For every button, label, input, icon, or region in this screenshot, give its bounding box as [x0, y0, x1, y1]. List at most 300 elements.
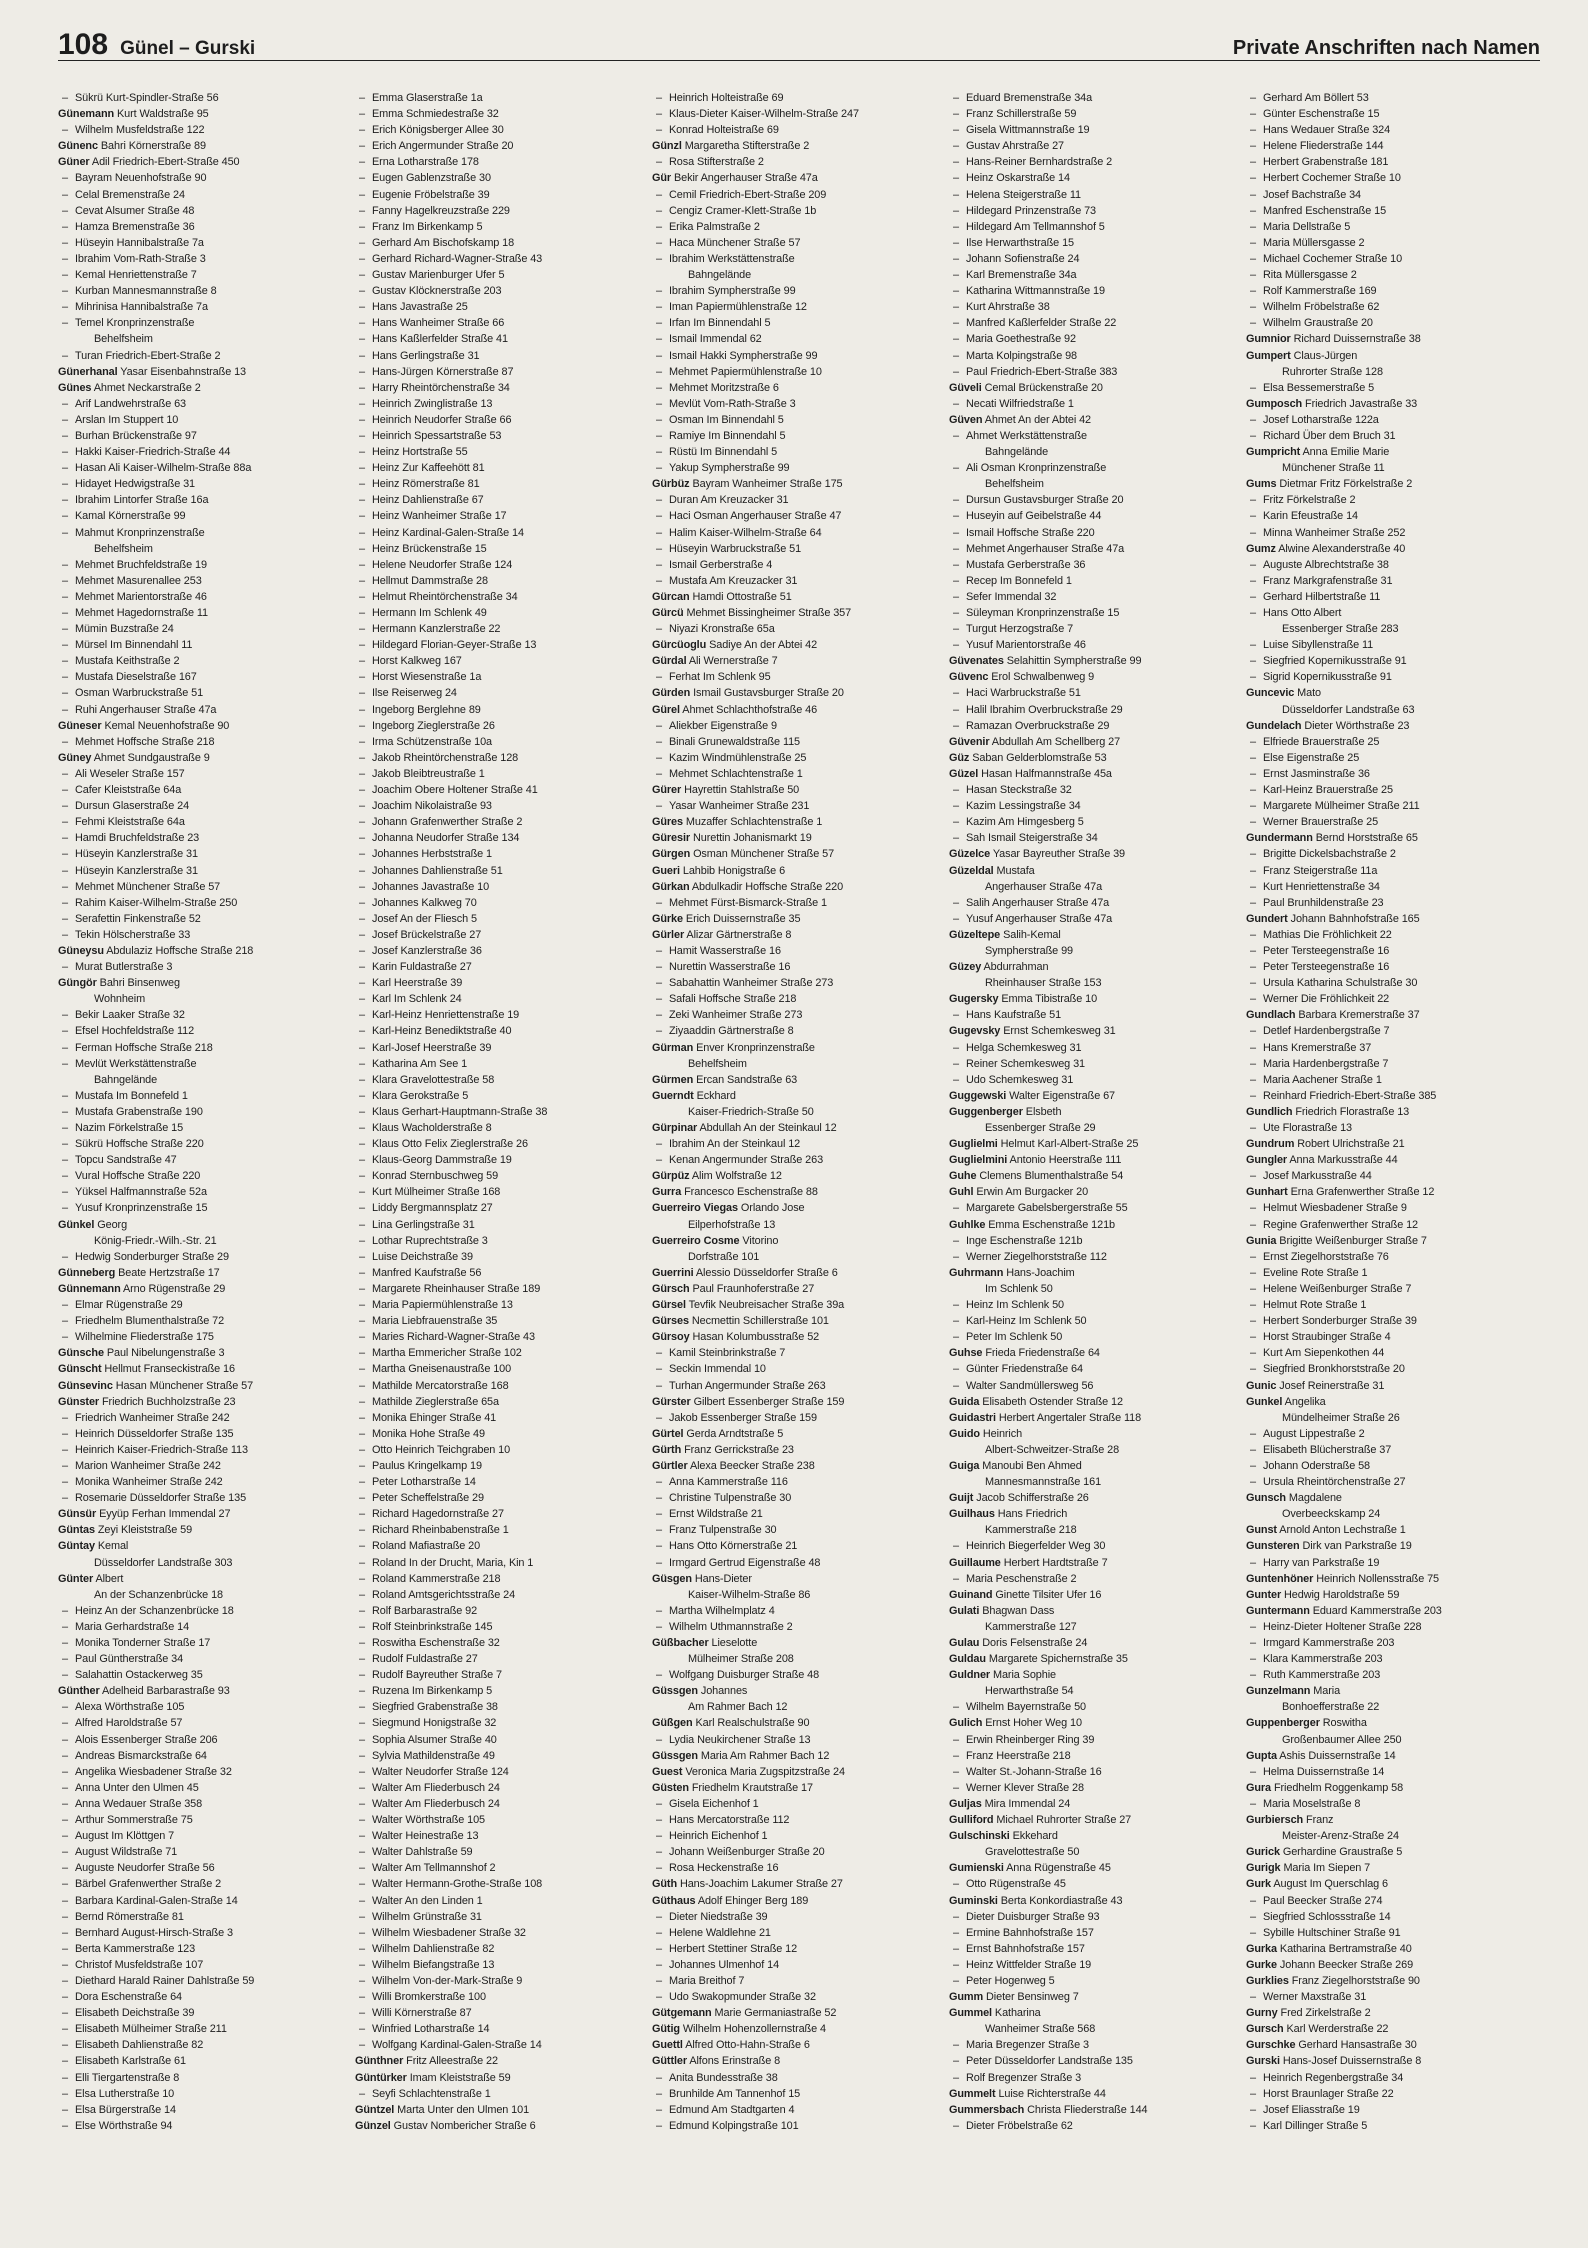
address: Cemal Brückenstraße 20: [984, 381, 1103, 394]
given-name: Heinrich: [1263, 2071, 1303, 2084]
address: Sympherstraße 99: [985, 944, 1073, 957]
person-entry: [355, 235, 648, 251]
address: Tonderner Straße 17: [112, 1637, 211, 1649]
dash-marker: –: [953, 462, 959, 475]
dash-marker: –: [656, 1733, 662, 1746]
address: Brückenstraße 97: [112, 429, 197, 442]
dash-marker: –: [62, 204, 68, 217]
dash-marker: –: [1250, 800, 1256, 813]
given-name: Ibrahim: [75, 252, 111, 265]
dash-marker: –: [359, 446, 365, 459]
dash-marker: –: [359, 590, 365, 603]
dash-marker: –: [62, 1749, 68, 1762]
person-entry: [1246, 1989, 1539, 2005]
surname: Güzey: [949, 961, 982, 974]
person-entry: [58, 396, 351, 412]
surname: Güneser: [58, 719, 102, 732]
address: Marienburger Ufer 5: [408, 269, 505, 282]
dash-marker: –: [1250, 1122, 1256, 1134]
surname-entry: [949, 991, 1242, 1007]
given-name: Walter: [372, 1814, 403, 1827]
address: Eigenstraße 25: [1286, 751, 1360, 764]
address: Claus-Jürgen: [1293, 349, 1358, 362]
surname-entry: [949, 1603, 1242, 1619]
person-entry: [58, 460, 351, 476]
given-name: Irmgard: [669, 1556, 706, 1569]
dash-marker: –: [62, 446, 68, 459]
address: Marie Germaniastraße 52: [714, 2007, 837, 2020]
given-name: Gustav: [372, 269, 406, 282]
dash-marker: –: [359, 977, 365, 990]
address: Angermunder Straße 263: [704, 1379, 826, 1392]
person-entry: [949, 605, 1242, 621]
person-entry: [58, 2086, 351, 2102]
person-entry: [949, 1957, 1242, 1973]
entry-continuation: [949, 1683, 1242, 1699]
person-entry: [1246, 1345, 1539, 1361]
surname-entry: [652, 1072, 945, 1088]
address: Wanheimer Straße 242: [119, 1411, 230, 1424]
dash-marker: –: [62, 607, 68, 619]
given-name: Roland: [372, 1556, 406, 1569]
dash-marker: –: [656, 1508, 662, 1521]
surname-entry: [1246, 685, 1539, 701]
address: Bremenstraße 36: [111, 220, 195, 233]
person-entry: [1246, 1442, 1539, 1458]
surname-entry: [1246, 541, 1539, 557]
dash-marker: –: [359, 1620, 365, 1633]
address: Bromkerstraße 100: [394, 1991, 486, 2004]
given-name: Maria: [1263, 236, 1290, 249]
address: Kammerstraße 127: [985, 1620, 1077, 1633]
given-name: Johannes: [669, 1958, 716, 1971]
person-entry: [355, 1876, 648, 1892]
address: Grafenwerther Straße 2: [410, 816, 523, 829]
surname-entry: [652, 1297, 945, 1313]
address: Gerberstraße 4: [699, 558, 773, 571]
person-entry: [652, 573, 945, 589]
address: Niedstraße 39: [700, 1910, 768, 1923]
dash-marker: –: [1250, 1347, 1256, 1360]
dash-marker: –: [62, 558, 68, 571]
address: Henriettenstraße 19: [424, 1009, 520, 1022]
surname-entry: [1246, 1007, 1539, 1023]
given-name: Erich: [372, 124, 397, 137]
surname-entry: [949, 1104, 1242, 1120]
given-name: Alexa: [75, 1701, 102, 1714]
entry-continuation: [58, 541, 351, 557]
given-name: Heinrich: [966, 1540, 1006, 1553]
given-name: Safali: [669, 993, 696, 1006]
person-entry: [652, 299, 945, 315]
address: Cramer-Klett-Straße 1b: [705, 204, 817, 217]
address: Anna Markusstraße 44: [1289, 1154, 1398, 1167]
address: Bayreuther Straße 7: [405, 1669, 502, 1682]
address: Angerhauser Straße 47a: [1007, 542, 1125, 555]
dash-marker: –: [953, 1009, 959, 1022]
address: Luise Richterstraße 44: [998, 2087, 1106, 2100]
dash-marker: –: [62, 220, 68, 233]
dash-marker: –: [359, 1009, 365, 1022]
given-name: Nazim: [75, 1122, 106, 1134]
address: Münchener Straße 11: [1282, 462, 1385, 475]
dash-marker: –: [359, 462, 365, 475]
given-name: Walter: [372, 1781, 403, 1794]
given-name: Elisabeth: [75, 2055, 119, 2068]
dash-marker: –: [62, 1814, 68, 1827]
person-entry: [1246, 1909, 1539, 1925]
dash-marker: –: [953, 1234, 959, 1247]
address: Wanheimer Straße 252: [1295, 526, 1406, 539]
address: Am Tellmannshof 5: [1014, 220, 1105, 233]
address: St.-Johann-Straße 16: [999, 1765, 1102, 1778]
given-name: Maria: [372, 1315, 399, 1328]
address: Ernst Schemkesweg 31: [1003, 1025, 1116, 1038]
surname-entry: [58, 1265, 351, 1281]
person-entry: [652, 1909, 945, 1925]
person-entry: [58, 122, 351, 138]
address: Im Binnendahl 5: [699, 446, 778, 459]
address: Sandmüllersweg 56: [999, 1379, 1094, 1392]
address: Im Schlenk 50: [985, 1282, 1053, 1295]
surname-entry: [58, 106, 351, 122]
surname: Gummersbach: [949, 2103, 1025, 2116]
address: Hoffsche Straße 220: [102, 1170, 201, 1183]
given-name: Hans: [1263, 607, 1289, 619]
dash-marker: –: [953, 317, 959, 330]
address: Bhagwan Dass: [982, 1604, 1055, 1617]
address: Sommerstraße 75: [107, 1814, 193, 1827]
person-entry: [652, 1973, 945, 1989]
surname: Gürtel: [652, 1427, 684, 1440]
address: Moselstraße 8: [1292, 1797, 1361, 1810]
address: Keithstraße 2: [115, 655, 180, 668]
address: Kronprinzenstraße 15: [1016, 607, 1120, 619]
person-entry: [58, 557, 351, 573]
address: Zur Kaffeehött 81: [402, 462, 485, 475]
person-entry: [355, 1844, 648, 1860]
address: Hoffsche Straße 220: [105, 1138, 204, 1151]
address: Elsbeth: [1025, 1105, 1062, 1118]
dash-marker: –: [359, 1540, 365, 1553]
dash-marker: –: [953, 1926, 959, 1939]
given-name: Konrad: [669, 124, 704, 137]
address: Werkstättenstraße: [707, 252, 795, 265]
dash-marker: –: [62, 429, 68, 442]
given-name: Karl-Heinz: [372, 1025, 422, 1038]
surname-entry: [652, 1313, 945, 1329]
dash-marker: –: [1250, 510, 1256, 523]
address: Hannibalstraße 7a: [116, 236, 204, 249]
given-name: Salahattin: [75, 1669, 123, 1682]
person-entry: [949, 2070, 1242, 2086]
person-entry: [355, 1571, 648, 1587]
surname-entry: [652, 685, 945, 701]
entry-continuation: [652, 1217, 945, 1233]
given-name: Maries: [372, 1331, 405, 1344]
person-entry: [1246, 557, 1539, 573]
dash-marker: –: [656, 252, 662, 265]
address: Imam Kleiststraße 59: [409, 2071, 511, 2084]
address: Lintorfer Straße 16a: [113, 494, 209, 507]
given-name: Anita: [669, 2071, 694, 2084]
person-entry: [58, 90, 351, 106]
person-entry: [949, 1297, 1242, 1313]
person-entry: [58, 846, 351, 862]
dash-marker: –: [953, 252, 959, 265]
person-entry: [949, 1072, 1242, 1088]
dash-marker: –: [953, 1540, 959, 1553]
dash-marker: –: [359, 1926, 365, 1939]
person-entry: [949, 1056, 1242, 1072]
address: Immendal 32: [994, 590, 1057, 603]
address: Lutherstraße 10: [98, 2087, 175, 2100]
address: Düsseldorfer Landstraße 303: [94, 1556, 233, 1569]
given-name: Heinrich: [75, 1443, 115, 1456]
address: Zieglerstraße 26: [417, 719, 495, 732]
given-name: Karl-Heinz: [372, 1009, 422, 1022]
surname: Gunsch: [1246, 1492, 1286, 1505]
dash-marker: –: [359, 204, 365, 217]
given-name: Kurt: [372, 1186, 392, 1199]
surname-entry: [652, 1265, 945, 1281]
surname-entry: [652, 653, 945, 669]
given-name: Yasar: [669, 800, 697, 813]
dash-marker: –: [1250, 1299, 1256, 1312]
address: Gablenzstraße 30: [405, 172, 491, 185]
address: Gneisenaustraße 100: [408, 1363, 512, 1376]
address: Über dem Bruch 31: [1302, 429, 1396, 442]
address: Die Fröhlichkeit 22: [1303, 928, 1392, 941]
person-entry: [949, 573, 1242, 589]
dash-marker: –: [62, 1154, 68, 1167]
person-entry: [1246, 1249, 1539, 1265]
dash-marker: –: [359, 236, 365, 249]
dash-marker: –: [656, 1910, 662, 1923]
dash-marker: –: [953, 510, 959, 523]
person-entry: [58, 927, 351, 943]
surname: Günzel: [355, 2119, 391, 2132]
person-entry: [355, 1893, 648, 1909]
person-entry: [1246, 2102, 1539, 2118]
surname: Guglielmini: [949, 1154, 1008, 1167]
address: Förkelstraße 2: [1286, 494, 1356, 507]
person-entry: [58, 2070, 351, 2086]
surname-entry: [1246, 1378, 1539, 1394]
given-name: Dursun: [966, 494, 1001, 507]
address: Rheinbabenstraße 1: [411, 1524, 509, 1537]
dash-marker: –: [953, 542, 959, 555]
person-entry: [652, 1812, 945, 1828]
dash-marker: –: [1250, 2103, 1256, 2116]
dash-marker: –: [953, 301, 959, 314]
person-entry: [58, 879, 351, 895]
dash-marker: –: [62, 2055, 68, 2068]
dash-marker: –: [62, 1057, 68, 1070]
address: Erich Duissernstraße 35: [685, 912, 801, 925]
dash-marker: –: [1250, 92, 1256, 104]
dash-marker: –: [953, 285, 959, 298]
address: Mustafa: [996, 864, 1035, 877]
address: Grunewaldstraße 115: [697, 735, 801, 748]
given-name: Margarete: [1263, 800, 1312, 813]
person-entry: [652, 364, 945, 380]
given-name: Yusuf: [75, 1202, 102, 1215]
address: Fred Zirkelstraße 2: [1280, 2007, 1371, 2020]
address: Reiserweg 24: [391, 687, 457, 700]
address: Gertrud Eigenstraße 48: [708, 1556, 821, 1569]
person-entry: [58, 1619, 351, 1635]
person-entry: [949, 814, 1242, 830]
given-name: Klaus-Georg: [372, 1154, 433, 1167]
person-entry: [355, 734, 648, 750]
person-entry: [949, 1329, 1242, 1345]
surname: Gummelt: [949, 2087, 996, 2100]
address: Friedrich-Ebert-Straße 2: [105, 349, 221, 362]
dash-marker: –: [359, 1476, 365, 1489]
surname: Günsevinc: [58, 1379, 113, 1392]
given-name: August: [1263, 1427, 1297, 1440]
surname: Gürpüz: [652, 1170, 690, 1183]
given-name: Hüseyin: [75, 236, 114, 249]
person-entry: [949, 1313, 1242, 1329]
dash-marker: –: [656, 735, 662, 748]
address: Grabenstraße 190: [115, 1105, 203, 1118]
dash-marker: –: [62, 1089, 68, 1102]
address: Grabenstraße 181: [1301, 156, 1389, 169]
given-name: Siegmund: [372, 1717, 421, 1730]
person-entry: [652, 750, 945, 766]
given-name: Sah: [966, 832, 986, 845]
given-name: Regine: [1263, 1218, 1297, 1231]
given-name: Ali: [966, 462, 978, 475]
person-entry: [949, 251, 1242, 267]
address: Straubinger Straße 4: [1291, 1331, 1391, 1344]
dash-marker: –: [953, 1250, 959, 1263]
person-entry: [58, 348, 351, 364]
address: Francesco Eschenstraße 88: [684, 1186, 818, 1199]
given-name: Kenan: [669, 1154, 700, 1167]
address: Otto Felix Zieglerstraße 26: [401, 1138, 528, 1151]
address: Am Böllert 53: [1304, 92, 1369, 104]
surname: Gürer: [652, 784, 682, 797]
surname: Güntay: [58, 1540, 95, 1553]
given-name: Werner: [966, 1250, 1001, 1263]
address: Am Kreuzacker 31: [709, 574, 798, 587]
person-entry: [355, 299, 648, 315]
address: Butlerstraße 3: [105, 961, 173, 974]
address: Ehinger Straße 41: [409, 1411, 497, 1424]
dash-marker: –: [1250, 1797, 1256, 1810]
dash-marker: –: [656, 977, 662, 990]
given-name: Duran: [669, 494, 699, 507]
surname: Gürbüz: [652, 478, 690, 491]
surname: Gürses: [652, 1315, 689, 1328]
given-name: Edmund: [669, 2103, 709, 2116]
address: Roswitha: [1322, 1717, 1367, 1730]
address: Blücherstraße 37: [1309, 1443, 1392, 1456]
person-entry: [652, 460, 945, 476]
dash-marker: –: [656, 526, 662, 539]
address: Alsumer Straße 48: [105, 204, 195, 217]
address: Abdulaziz Hoffsche Straße 218: [106, 944, 254, 957]
given-name: Yusuf: [966, 912, 993, 925]
entry-continuation: [949, 1120, 1242, 1136]
address: Ahmet Neckarstraße 2: [93, 381, 201, 394]
address: Kammerstraße 203: [1302, 1637, 1395, 1649]
person-entry: [355, 1603, 648, 1619]
dash-marker: –: [359, 1717, 365, 1730]
dash-marker: –: [953, 140, 959, 153]
address: Sibyllenstraße 11: [1291, 639, 1374, 652]
person-entry: [58, 1040, 351, 1056]
surname: Guhl: [949, 1186, 974, 1199]
surname: Güßbacher: [652, 1637, 709, 1649]
given-name: Josef: [1263, 1170, 1289, 1183]
person-entry: [949, 364, 1242, 380]
address: Hogenweg 5: [994, 1974, 1055, 1987]
address: Kaiser-Friedrich-Straße 50: [688, 1105, 814, 1118]
given-name: Turgut: [966, 623, 997, 636]
person-entry: [58, 219, 351, 235]
surname: Gürkan: [652, 880, 690, 893]
given-name: Nurettin: [669, 961, 707, 974]
address: Am Siepenkothen 44: [1284, 1347, 1385, 1360]
address: Mülheimer Straße 208: [688, 1653, 794, 1666]
address: Rügenstraße 29: [105, 1299, 183, 1312]
person-entry: [949, 90, 1242, 106]
address: Zeyi Kleiststraße 59: [97, 1524, 193, 1537]
given-name: Mustafa: [669, 574, 708, 587]
person-entry: [58, 1313, 351, 1329]
person-entry: [1246, 1764, 1539, 1780]
surname: Gürman: [652, 1041, 694, 1054]
person-entry: [58, 1957, 351, 1973]
person-entry: [355, 1667, 648, 1683]
address: Mündelheimer Straße 26: [1282, 1411, 1400, 1424]
address: Bonhoefferstraße 22: [1282, 1701, 1380, 1714]
person-entry: [58, 1088, 351, 1104]
dash-marker: –: [62, 848, 68, 861]
surname-entry: [1246, 1973, 1539, 1989]
person-entry: [1246, 1281, 1539, 1297]
entry-continuation: [58, 1555, 351, 1571]
address: Im Schlenk 95: [702, 671, 771, 684]
surname-entry: [652, 2053, 945, 2069]
person-entry: [58, 685, 351, 701]
dash-marker: –: [953, 1379, 959, 1392]
address: Haroldstraße 57: [105, 1717, 183, 1730]
entry-continuation: [1246, 364, 1539, 380]
given-name: Eugen: [372, 172, 403, 185]
dash-marker: –: [62, 816, 68, 829]
address: Neudorfer Straße 134: [416, 832, 520, 845]
person-entry: [58, 1748, 351, 1764]
address: Robert Ulrichstraße 21: [1297, 1138, 1405, 1151]
given-name: Osman: [75, 687, 110, 700]
dash-marker: –: [359, 832, 365, 845]
dash-marker: –: [359, 1347, 365, 1360]
dash-marker: –: [1250, 124, 1256, 137]
surname: Gürster: [652, 1395, 691, 1408]
address: Kleiststraße 64a: [107, 816, 185, 829]
person-entry: [652, 1844, 945, 1860]
given-name: Hans: [1263, 124, 1289, 137]
person-entry: [58, 863, 351, 879]
address: Gerhardstraße 14: [104, 1620, 190, 1633]
person-entry: [652, 90, 945, 106]
dash-marker: –: [359, 1588, 365, 1601]
